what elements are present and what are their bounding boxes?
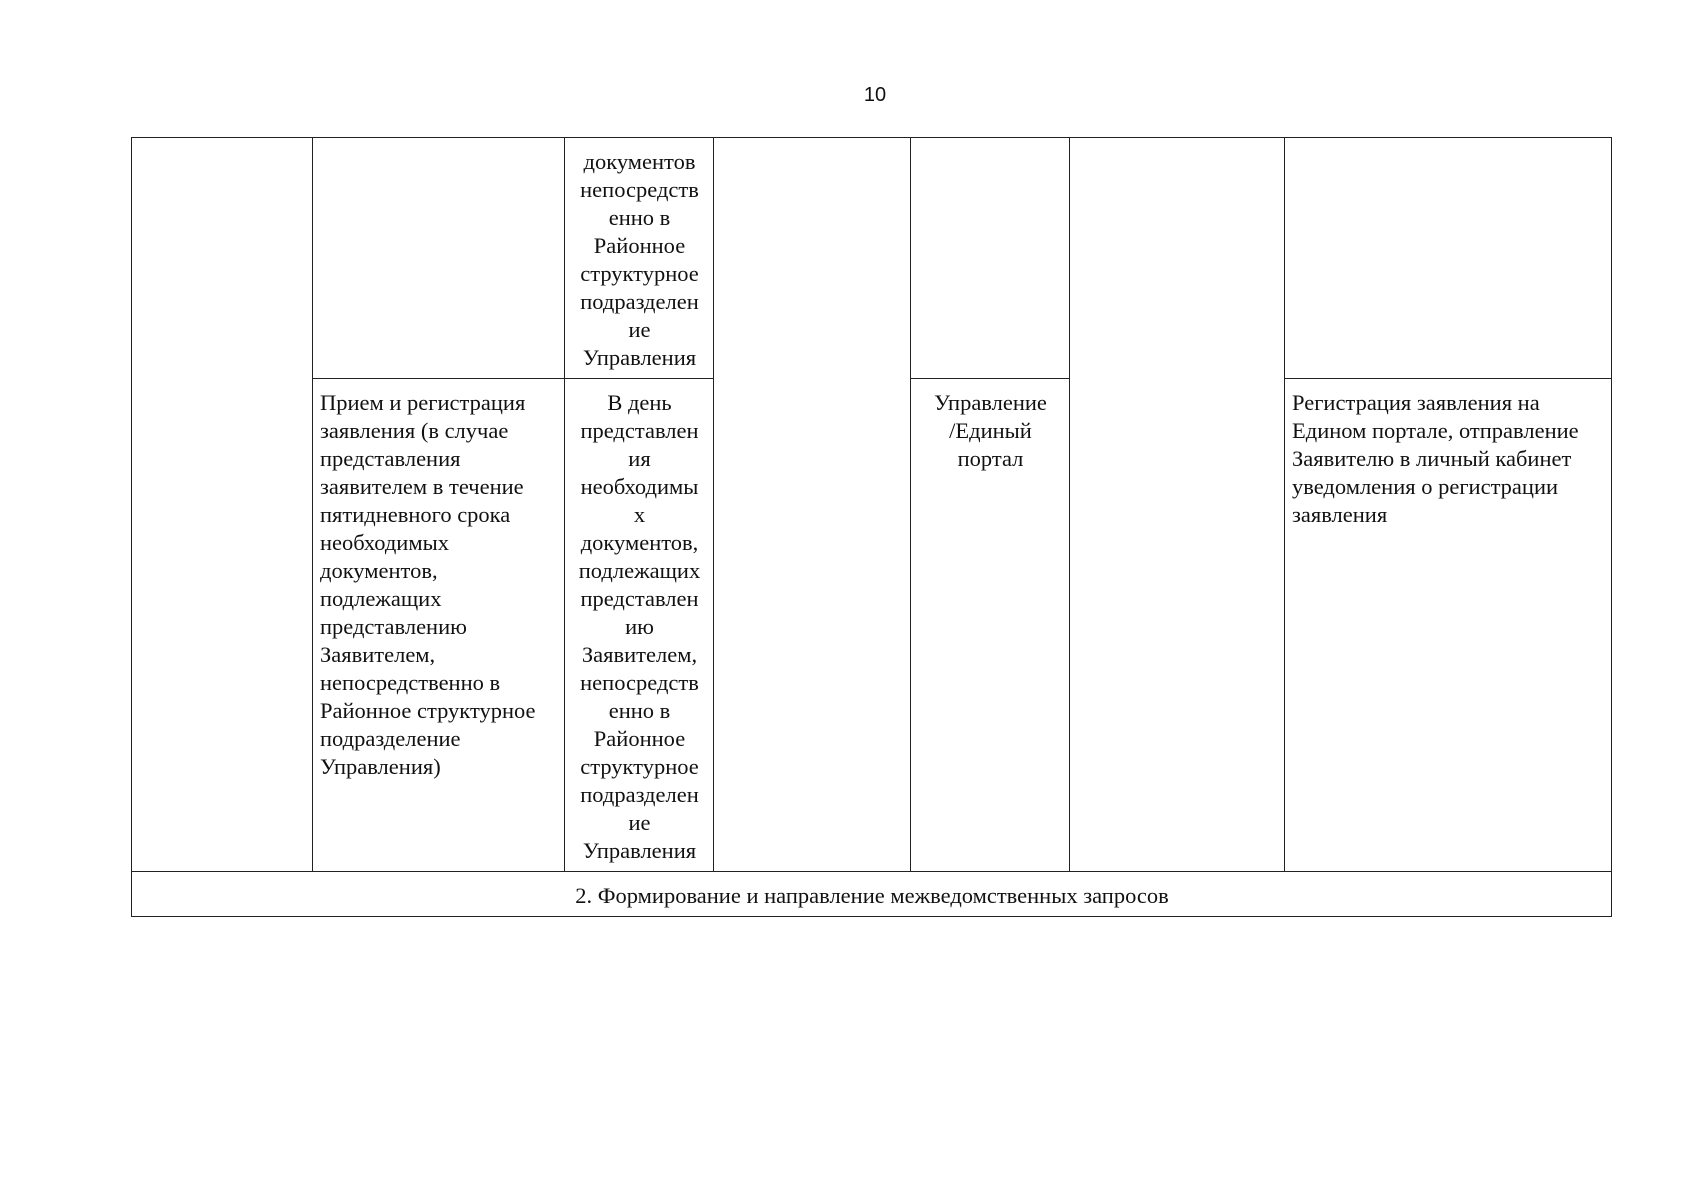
table-cell-r1c4 — [714, 138, 911, 872]
table-cell-r2c3: В день представлен ия необходимы х документов, подлежащих представлен ию Заявителем, непосредств енно в Районное структурное подразделен ие Управления — [565, 379, 714, 872]
table-cell-r1c7 — [1285, 138, 1612, 379]
section-row — [132, 872, 1612, 917]
procedure-table — [131, 137, 1612, 917]
table-cell-r2c7: Регистрация заявления на Едином портале, отправление Заявителю в личный кабинет уведомления о регистрации заявления — [1285, 379, 1612, 872]
section-heading: 2. Формирование и направление межведомственных запросов — [132, 872, 1612, 917]
table-cell-r1c1 — [132, 138, 313, 872]
table-cell-r2c5: Управление /Единый портал — [911, 379, 1070, 872]
table-row — [132, 138, 1612, 379]
table-cell-r1c6 — [1070, 138, 1285, 872]
table-cell-r1c2 — [313, 138, 565, 379]
table-cell-r2c2: Прием и регистрация заявления (в случае представления заявителем в течение пятидневного срока необходимых документов, подлежащих представлению Заявителем, непосредственно в Районное структурное подразделение Управления) — [313, 379, 565, 872]
page-number: 10 — [863, 84, 887, 106]
table-cell-r1c5 — [911, 138, 1070, 379]
table-cell-r1c3: документов непосредств енно в Районное структурное подразделен ие Управления — [565, 138, 714, 379]
